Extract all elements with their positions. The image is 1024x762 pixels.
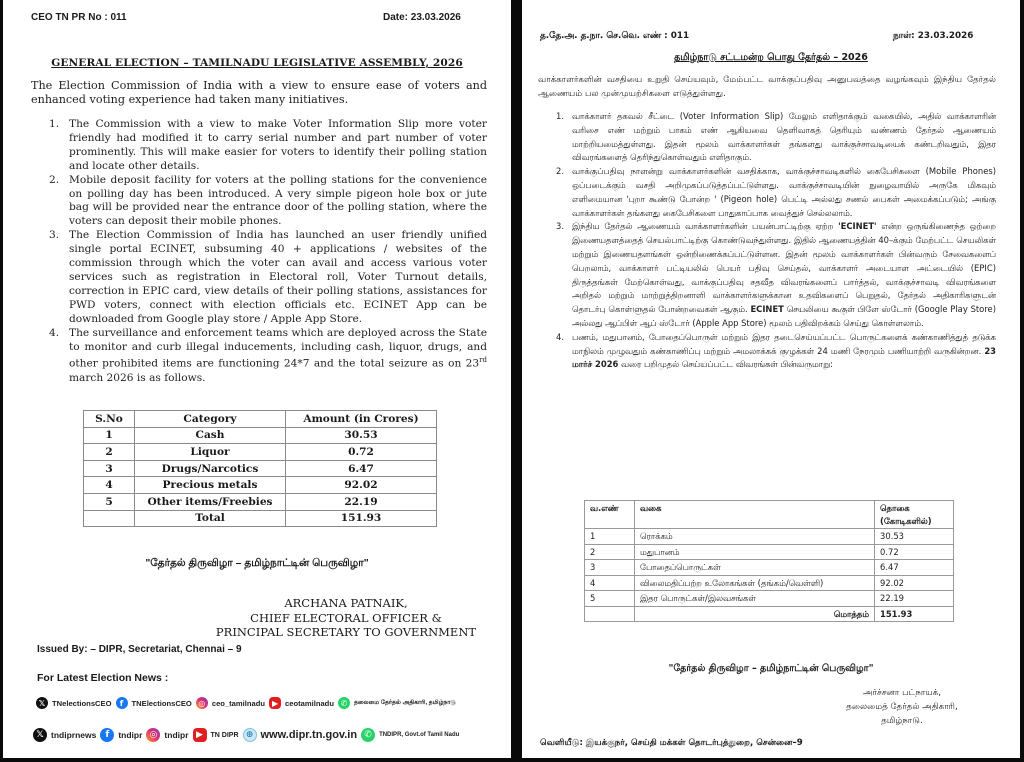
table-row: 2 Liquor 0.72 <box>84 444 437 461</box>
social-links-row <box>33 728 459 742</box>
column-header: தொகை (கோடிகளில்) <box>875 501 954 529</box>
list-item: 2. வாக்குப்பதிவு நாளன்று வாக்காளர்களின் வசதிக்காக, வாக்குச்சாவடிகளில் கைபேசிகளை (Mobile Phones) ஒப்படைக்கும் வசதி அறிமுகப்படுத்தப்பட்டுள்ளது. வாக்குச்சாவடியின் நுழைவாயில் அருகே மிகவும் எளிமையான 'புறா கூண்டு போன்ற ' (Pigeon hole) பெட்டி அல்லது சணல் பைகள் அமைக்கப்படும்; அங்கு வாக்காளர்கள் தங்களது கைபேசிகளை பாதுகாப்பாக வைத்துச் செல்லலாம். <box>556 166 996 218</box>
issued-by: Issued By: – DIPR, Secretariat, Chennai – 9 <box>37 644 242 655</box>
social-link[interactable]: ceotamilnadu <box>285 698 334 708</box>
list-item: 3. The Election Commission of India has launched an user friendly unified single portal ECINET, subsuming 40 + applications / websites of the commission through which the voter can avail and access various voter services such as registration in Electoral roll, Voter Turnout details, correction in EPIC card, view details of their polling stations, assistances for PWD voters, connect with election officials etc. ECINET App can be downloaded from Google play store / Apple App Store. <box>49 229 487 325</box>
social-link[interactable]: TNelectionsCEO <box>52 698 112 708</box>
list-item: 1. வாக்காளர் தகவல் சீட்டை (Voter Information Slip) மேலும் எளிதாக்கும் வகையில், அதில் வாக்காளரின் வரிசை எண் மற்றும் பாகம் எண் ஆகியவை தெளிவாகத் தெரியும் வண்ணம் தேர்தல் ஆணையம் மாற்றியமைத்துள்ளது. இதன் மூலம் வாக்காளர்கள் தங்களது வாக்குச்சாவடியைக் கண்டறிவதும், இதர விவரங்களைத் தெரிந்துகொள்வதும் எளிதாகும். <box>556 111 996 163</box>
list-item: 1. The Commission with a view to make Voter Information Slip more voter friendly had modified it to carry serial number and part number of voter prominently. This will make easier for voters to identify their polling station and locate other details. <box>49 118 487 172</box>
list-item: 4. பணம், மதுபானம், போதைப்பொருள் மற்றும் இதர தடைசெய்யப்பட்ட பொருட்களைக் கண்காணித்துத் தடுக்க மாநிலம் முழுவதும் கண்காணிப்பு மற்றும் அமலாக்கக் குழுக்கள் 24 மணி நேரமும் பணியாற்றி வருகின்றன. 23 மார்ச் 2026 வரை பறிமுதல் செய்யப்பட்ட விவரங்கள் பின்வருமாறு: <box>556 331 996 370</box>
signature-block <box>802 686 1002 728</box>
social-link[interactable]: TNDIPR, Govt.of Tamil Nadu <box>379 732 460 738</box>
table-row: 4 விலைமதிப்பற்ற உலோகங்கள் (தங்கம்/வெள்ளி) 92.02 <box>585 575 954 591</box>
whatsapp-icon: ✆ <box>338 697 350 709</box>
social-link[interactable]: tndipr <box>164 730 189 740</box>
slogan: "தேர்தல் திருவிழா – தமிழ்நாட்டின் பெருவிழா" <box>145 557 369 569</box>
table-total-row: Total 151.93 <box>84 510 437 527</box>
youtube-icon: ▶ <box>269 697 281 709</box>
social-link[interactable]: TN DIPR <box>210 731 239 739</box>
initiatives-list <box>49 118 487 386</box>
table-row: 5 இதர பொருட்கள்/இலவசங்கள் 22.19 <box>585 591 954 607</box>
globe-icon: ⊕ <box>243 728 257 742</box>
social-links-row <box>36 697 456 709</box>
social-link[interactable]: tndipr <box>118 730 143 740</box>
table-row: 2 மதுபானம் 0.72 <box>585 544 954 560</box>
signatory-designation: தமிழ்நாடு. <box>881 716 923 726</box>
signature-block <box>211 596 481 640</box>
press-release-number: த.தே.அ. த.நா. செ.வெ. எண் : 011 <box>540 31 690 41</box>
social-link[interactable]: tndiprnews <box>51 730 97 740</box>
signatory-designation: PRINCIPAL SECRETARY TO GOVERNMENT <box>215 625 477 639</box>
intro-paragraph: வாக்காளர்களின் வசதியை உறுதி செய்யவும், மேம்பட்ட வாக்குப்பதிவு அனுபவத்தை வழங்கவும் இந்திய தேர்தல் ஆணையம் பல முன்முயற்சிகளை எடுத்துள்ளது. <box>538 75 996 99</box>
press-release-number: CEO TN PR No : 011 <box>31 12 127 23</box>
facebook-icon: f <box>116 697 128 709</box>
instagram-icon: ◎ <box>146 728 160 742</box>
list-item: 4. The surveillance and enforcement teams which are deployed across the State to monitor and curb illegal inducements, including cash, liquor, drugs, and other prohibited items are functioning 24*7 and the total seizure as on 23rd march 2026 is as follows. <box>49 326 487 384</box>
table-total-row: மொத்தம் 151.93 <box>585 606 954 622</box>
column-header: வகை <box>635 501 875 529</box>
table-row: 1 Cash 30.53 <box>84 427 437 444</box>
intro-paragraph: The Election Commission of India with a view to ensure ease of voters and enhanced voting experience had taken many initiatives. <box>31 79 487 106</box>
table-row: 4 Precious metals 92.02 <box>84 477 437 494</box>
page-title: தமிழ்நாடு சட்டமன்ற பொது தேர்தல் – 2026 <box>674 52 868 63</box>
signatory-name: அர்ச்சனா பட்நாயக், <box>863 688 941 698</box>
x-icon: 𝕏 <box>33 728 47 742</box>
seizure-table <box>584 500 954 622</box>
news-heading: For Latest Election News : <box>37 672 169 684</box>
table-row: 1 ரொக்கம் 30.53 <box>585 529 954 545</box>
social-link[interactable]: தலைமை தேர்தல் அதிகாரி, தமிழ்நாடு <box>353 699 456 706</box>
slogan: "தேர்தல் திருவிழா – தமிழ்நாட்டின் பெருவிழா" <box>668 663 874 674</box>
signatory-name: ARCHANA PATNAIK, <box>284 596 408 610</box>
table-row: 3 போதைப்பொருட்கள் 6.47 <box>585 560 954 576</box>
press-release-date: நாள்: 23.03.2026 <box>893 31 974 41</box>
table-header-row <box>84 411 437 428</box>
tamil-press-release-page <box>522 0 1020 758</box>
social-link[interactable]: TNElectionsCEO <box>131 698 192 708</box>
column-header: S.No <box>84 411 135 428</box>
column-header: Category <box>135 411 286 428</box>
facebook-icon: f <box>100 728 114 742</box>
social-link[interactable]: ceo_tamilnadu <box>211 698 266 708</box>
press-release-date: Date: 23.03.2026 <box>383 12 461 23</box>
seizure-table <box>83 410 437 527</box>
column-header: வ.எண் <box>585 501 635 529</box>
table-row: 5 Other items/Freebies 22.19 <box>84 493 437 510</box>
youtube-icon: ▶ <box>193 728 207 742</box>
table-header-row <box>585 501 954 529</box>
page-title: GENERAL ELECTION – TAMILNADU LEGISLATIVE ASSEMBLY, 2026 <box>51 57 463 69</box>
initiatives-list <box>556 110 996 372</box>
signatory-designation: CHIEF ELECTORAL OFFICER & <box>250 610 442 625</box>
x-icon: 𝕏 <box>36 697 48 709</box>
whatsapp-icon: ✆ <box>361 728 375 742</box>
instagram-icon: ◎ <box>196 697 208 709</box>
issued-by: வெளியீடு: இயக்குநர், செய்தி மக்கள் தொடர்புத்துறை, சென்னை–9 <box>540 738 803 748</box>
website-link[interactable]: www.dipr.tn.gov.in <box>260 729 358 741</box>
english-press-release-page <box>3 0 511 758</box>
table-row: 3 Drugs/Narcotics 6.47 <box>84 460 437 477</box>
column-header: Amount (in Crores) <box>286 411 437 428</box>
signatory-designation: தலைமைத் தேர்தல் அதிகாரி, <box>846 702 958 712</box>
list-item: 2. Mobile deposit facility for voters at the polling stations for the convenience on polling day has been introduced. A very simple pigeon hole box or jute bag will be provided near the entrance door of the polling station, where the voters can deposit their mobile phones. <box>49 173 487 228</box>
list-item: 3. இந்திய தேர்தல் ஆணையம் வாக்காளர்களின் பயன்பாட்டிற்கு ஏற்ற 'ECINET' என்ற ஒருங்கிணைந்த ஒற்றை இணையதளத்தைத் செயல்பாட்டிற்கு கொண்டுவந்துள்ளது. இதில் ஆணையத்தின் 40–க்கும் மேற்பட்ட செயலிகள் மற்றும் இணையதளங்கள் ஒன்றிணைக்கப்பட்டுள்ளன. இதன் மூலம் வாக்காளர்கள் பின்வரும் சேவைகளைப் பெறலாம், வாக்காளர் பட்டியலில் பெயர் பதிவு செய்தல், வாக்காளர் அடையாள அட்டையில் (EPIC) திருத்தங்கள் மேற்கொள்வது, வாக்குப்பதிவு சதவீத விவரங்களைப் பார்த்தல், வாக்குச்சாவடி விவரங்களை அறிதல் மற்றும் மாற்றுத்திறனாளி வாக்காளர்களுக்கான உதவிகளைப் பெறுதல், தேர்தல் அதிகாரிகளுடன் தொடர்பு கொள்ளுதல் போன்றவைகள் ஆகும். ECINET செயலியை கூகுள் பிளே ஸ்டோர் (Google Play Store) அல்லது ஆப்பிள் ஆப் ஸ்டோர் (Apple App Store) மூலம் பதிவிறக்கம் செய்து கொள்ளலாம். <box>556 221 997 328</box>
